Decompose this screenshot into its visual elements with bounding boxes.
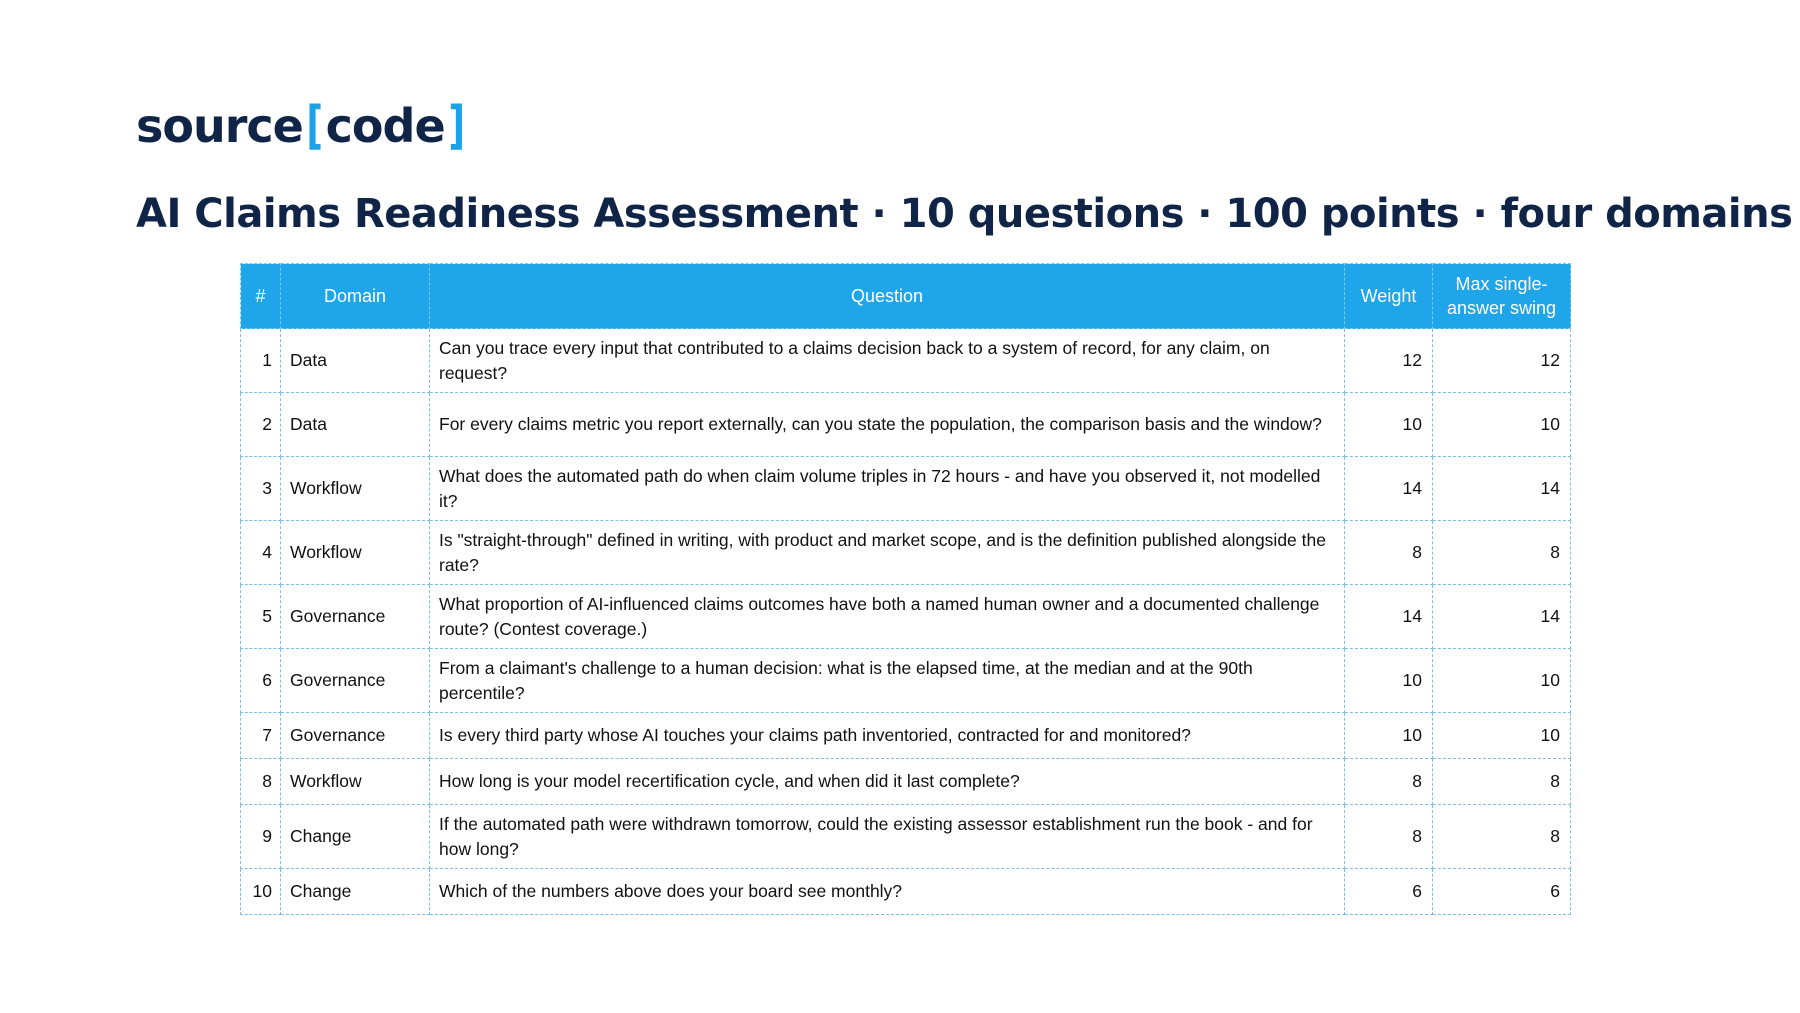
column-header-weight: Weight xyxy=(1345,264,1433,329)
assessment-table xyxy=(240,263,1571,915)
table-row xyxy=(241,805,1571,869)
table-header xyxy=(241,264,1571,329)
row-domain: Workflow xyxy=(281,759,430,805)
row-question: From a claimant's challenge to a human decision: what is the elapsed time, at the median and at the 90th percentile? xyxy=(430,649,1345,713)
table-body xyxy=(241,329,1571,915)
row-number: 5 xyxy=(241,585,281,649)
logo-bracket-close: ] xyxy=(448,96,465,156)
column-header-domain: Domain xyxy=(281,264,430,329)
table-row xyxy=(241,869,1571,915)
assessment-table-container xyxy=(240,263,1570,915)
row-swing: 10 xyxy=(1433,393,1571,457)
row-domain: Workflow xyxy=(281,521,430,585)
row-question: For every claims metric you report externally, can you state the population, the comparison basis and the window? xyxy=(430,393,1345,457)
row-number: 4 xyxy=(241,521,281,585)
table-row xyxy=(241,521,1571,585)
logo-bracket-open: [ xyxy=(306,96,323,156)
table-row xyxy=(241,329,1571,393)
row-weight: 12 xyxy=(1345,329,1433,393)
row-weight: 14 xyxy=(1345,585,1433,649)
row-domain: Data xyxy=(281,393,430,457)
row-weight: 6 xyxy=(1345,869,1433,915)
row-weight: 8 xyxy=(1345,521,1433,585)
brand-logo xyxy=(136,96,467,156)
row-domain: Governance xyxy=(281,713,430,759)
table-row xyxy=(241,457,1571,521)
row-number: 9 xyxy=(241,805,281,869)
row-domain: Change xyxy=(281,869,430,915)
row-question: Can you trace every input that contributed to a claims decision back to a system of record, for any claim, on request? xyxy=(430,329,1345,393)
row-domain: Change xyxy=(281,805,430,869)
row-number: 3 xyxy=(241,457,281,521)
row-swing: 12 xyxy=(1433,329,1571,393)
row-swing: 10 xyxy=(1433,649,1571,713)
row-domain: Data xyxy=(281,329,430,393)
row-number: 2 xyxy=(241,393,281,457)
row-swing: 10 xyxy=(1433,713,1571,759)
page-title: AI Claims Readiness Assessment · 10 questions · 100 points · four domains xyxy=(136,191,1793,237)
row-question: How long is your model recertification cycle, and when did it last complete? xyxy=(430,759,1345,805)
row-number: 10 xyxy=(241,869,281,915)
table-row xyxy=(241,393,1571,457)
row-weight: 14 xyxy=(1345,457,1433,521)
logo-text-code: code xyxy=(325,99,445,153)
row-weight: 8 xyxy=(1345,759,1433,805)
row-swing: 8 xyxy=(1433,759,1571,805)
row-question: Which of the numbers above does your board see monthly? xyxy=(430,869,1345,915)
row-number: 7 xyxy=(241,713,281,759)
row-question: What does the automated path do when claim volume triples in 72 hours - and have you observed it, not modelled it? xyxy=(430,457,1345,521)
row-swing: 8 xyxy=(1433,805,1571,869)
row-question: If the automated path were withdrawn tomorrow, could the existing assessor establishment run the book - and for how long? xyxy=(430,805,1345,869)
row-weight: 10 xyxy=(1345,649,1433,713)
row-weight: 10 xyxy=(1345,393,1433,457)
table-row xyxy=(241,759,1571,805)
row-question: What proportion of AI-influenced claims outcomes have both a named human owner and a documented challenge route? (Contest coverage.) xyxy=(430,585,1345,649)
table-row xyxy=(241,713,1571,759)
column-header-number: # xyxy=(241,264,281,329)
logo-text-source: source xyxy=(136,99,303,153)
row-domain: Governance xyxy=(281,585,430,649)
row-number: 1 xyxy=(241,329,281,393)
table-header-row xyxy=(241,264,1571,329)
row-domain: Governance xyxy=(281,649,430,713)
table-row xyxy=(241,649,1571,713)
row-weight: 10 xyxy=(1345,713,1433,759)
row-number: 8 xyxy=(241,759,281,805)
row-swing: 14 xyxy=(1433,585,1571,649)
table-row xyxy=(241,585,1571,649)
column-header-swing: Max single-answer swing xyxy=(1433,264,1571,329)
row-swing: 14 xyxy=(1433,457,1571,521)
row-question: Is every third party whose AI touches your claims path inventoried, contracted for and monitored? xyxy=(430,713,1345,759)
column-header-question: Question xyxy=(430,264,1345,329)
row-question: Is "straight-through" defined in writing, with product and market scope, and is the definition published alongside the rate? xyxy=(430,521,1345,585)
row-swing: 6 xyxy=(1433,869,1571,915)
row-weight: 8 xyxy=(1345,805,1433,869)
row-swing: 8 xyxy=(1433,521,1571,585)
row-domain: Workflow xyxy=(281,457,430,521)
row-number: 6 xyxy=(241,649,281,713)
